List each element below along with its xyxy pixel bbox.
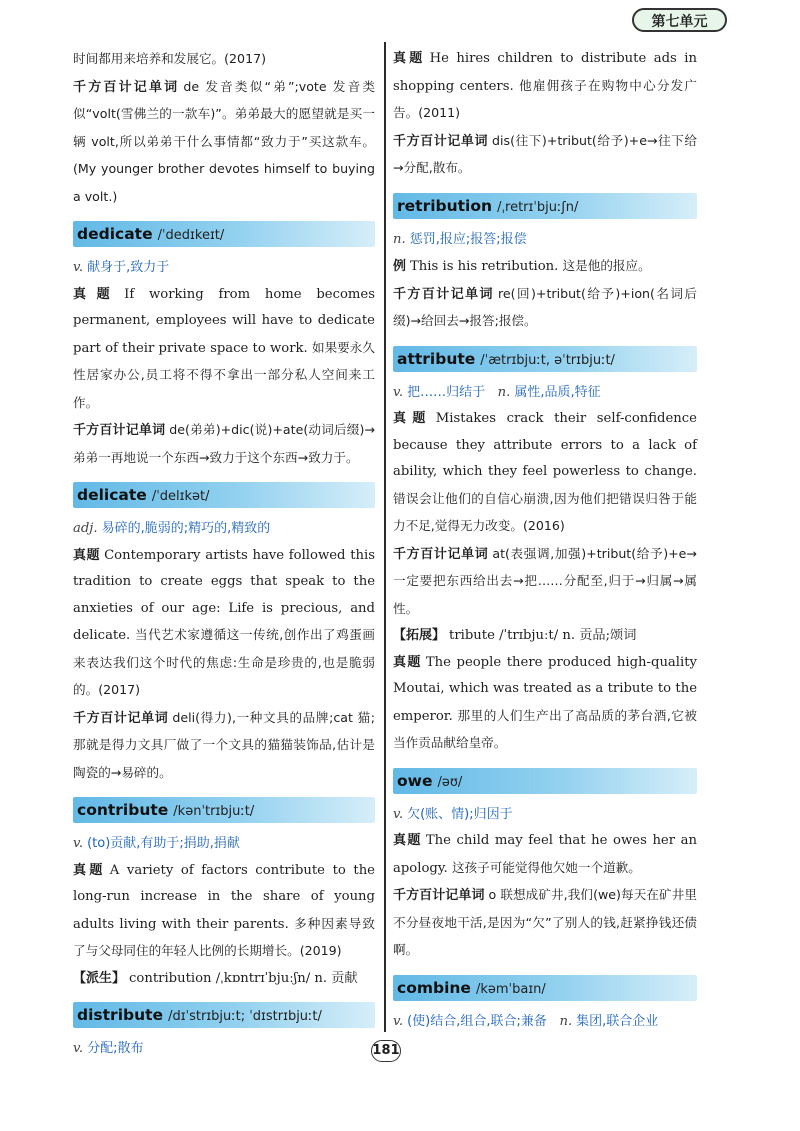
word: retribution [397, 196, 493, 215]
exam-attribute: 真题 Mistakes crack their self-confidence because they attribute errors to a lack of ability, which they feel powerless to change. 错误会让他们的自信心崩溃,因为他们把错误归咎于能力不足,觉得无力改变。(2016) [393, 411, 697, 533]
left-column [73, 46, 375, 1063]
exam-contribute: 真题 A variety of factors contribute to the long-run increase in the share of young adults living with their parents. 多种因素导致了与父母同住的年轻人比例的长期增长。(2019) [73, 862, 376, 958]
phonetic: /ˈdelɪkət/ [151, 489, 210, 504]
exam-dedicate: 真题 If working from home becomes permanent, employees will have to dedicate part of their private space to work. 如果要永久性居家办公,员工将不得不拿出一部分私人空间来工作。 [73, 286, 376, 410]
phonetic: /ˈdedɪkeɪt/ [157, 228, 225, 243]
exam-delicate: 真题 Contemporary artists have followed this tradition to create eggs that speak to the anxieties of our age: Life is precious, and delicate. 当代艺术家遵循这一传统,创作出了鸡蛋画来表达我们这个时代的焦虑:生命是珍贵的,也是脆弱的。(2017) [73, 547, 375, 697]
definition-combine: v. (使)结合,组合,联合;兼备 n. 集团,联合企业 [393, 1013, 659, 1029]
phonetic: /dɪˈstrɪbjuːt; ˈdɪstrɪbjuːt/ [168, 1009, 322, 1024]
headword-owe [393, 768, 697, 794]
word: delicate [77, 486, 147, 504]
definition-contribute: v. (to)贡献,有助于;捐助,捐献 [73, 836, 240, 851]
phonetic: /ˌretrɪˈbjuːʃn/ [497, 199, 579, 215]
word: dedicate [77, 225, 153, 243]
page-number: 181 [371, 1040, 401, 1062]
derivative-contribute: 【派生】 contribution /ˌkɒntrɪˈbjuːʃn/ n. 贡献 [73, 970, 358, 986]
phonetic: /ˈætrɪbjuːt, əˈtrɪbjuːt/ [480, 352, 615, 368]
exam-distribute: 真题 He hires children to distribute ads in shopping centers. 他雇佣孩子在购物中心分发广告。(2011) [393, 51, 698, 120]
definition-dedicate: v. 献身于,致力于 [73, 260, 170, 275]
memory-retribution: 千方百计记单词 re(回)+tribut(给予)+ion(名词后缀)→给回去→报答;报偿。 [393, 285, 697, 328]
definition-retribution: n. 惩罚,报应;报答;报偿 [393, 231, 527, 247]
definition-delicate: adj. 易碎的,脆弱的;精巧的,精致的 [73, 521, 271, 536]
column-divider [384, 42, 386, 1032]
memory-distribute: 千方百计记单词 dis(往下)+tribut(给予)+e→往下给→分配,散布。 [393, 132, 697, 175]
memory-delicate: 千方百计记单词 deli(得力),一种文具的品牌;cat 猫;那就是得力文具厂做了一个文具的猫猫装饰品,估计是陶瓷的→易碎的。 [73, 709, 375, 780]
word: owe [397, 771, 433, 790]
exam-owe: 真题 The child may feel that he owes her an apology. 这孩子可能觉得他欠她一个道歉。 [393, 833, 697, 876]
definition-owe: v. 欠(账、情);归因于 [393, 806, 513, 822]
definition-attribute: v. 把……归结于 n. 属性,品质,特征 [393, 384, 601, 400]
phonetic: /kəmˈbaɪn/ [475, 981, 546, 997]
right-column [393, 46, 697, 1035]
continuation-text: 时间都用来培养和发展它。(2017) [73, 51, 267, 66]
devote-memory: 千方百计记单词 de 发音类似“弟”;vote 发音类似“volt(雪佛兰的一款车)”。弟弟最大的愿望就是买一辆 volt,所以弟弟干什么事情都“致力于”买这款车。(My younger brother devotes himself to buying a volt.) [73, 78, 375, 204]
word: distribute [77, 1006, 164, 1024]
headword-distribute [73, 1002, 375, 1028]
headword-delicate [73, 482, 375, 508]
headword-combine [393, 975, 697, 1001]
memory-attribute: 千方百计记单词 at(表强调,加强)+tribut(给予)+e→一定要把东西给出去→把……分配至,归于→归属→属性。 [393, 545, 697, 616]
memory-dedicate: 千方百计记单词 de(弟弟)+dic(说)+ate(动词后缀)→弟弟一再地说一个东西→致力于这个东西→致力于。 [73, 422, 375, 465]
word: attribute [397, 349, 476, 368]
example-retribution: 例 This is his retribution. 这是他的报应。 [393, 258, 651, 274]
headword-contribute [73, 797, 375, 823]
headword-dedicate [73, 221, 375, 247]
definition-distribute: v. 分配;散布 [73, 1041, 144, 1056]
headword-retribution [393, 193, 697, 219]
headword-attribute [393, 346, 697, 372]
exam-tribute: 真题 The people there produced high-quality Moutai, which was treated as a tribute to the emperor. 那里的人们生产出了高品质的茅台酒,它被当作贡品献给皇帝。 [393, 654, 697, 750]
word: combine [397, 978, 471, 997]
extension-attribute: 【拓展】 tribute /ˈtrɪbjuːt/ n. 贡品;颂词 [393, 628, 637, 643]
phonetic: /kənˈtrɪbjuːt/ [173, 804, 255, 819]
unit-tab: 第七单元 [632, 8, 727, 32]
word: contribute [77, 801, 169, 819]
phonetic: /əʊ/ [437, 774, 463, 790]
memory-owe: 千方百计记单词 o 联想成矿井,我们(we)每天在矿井里不分昼夜地干活,是因为“欠”了别人的钱,赶紧挣钱还债啊。 [393, 887, 697, 957]
